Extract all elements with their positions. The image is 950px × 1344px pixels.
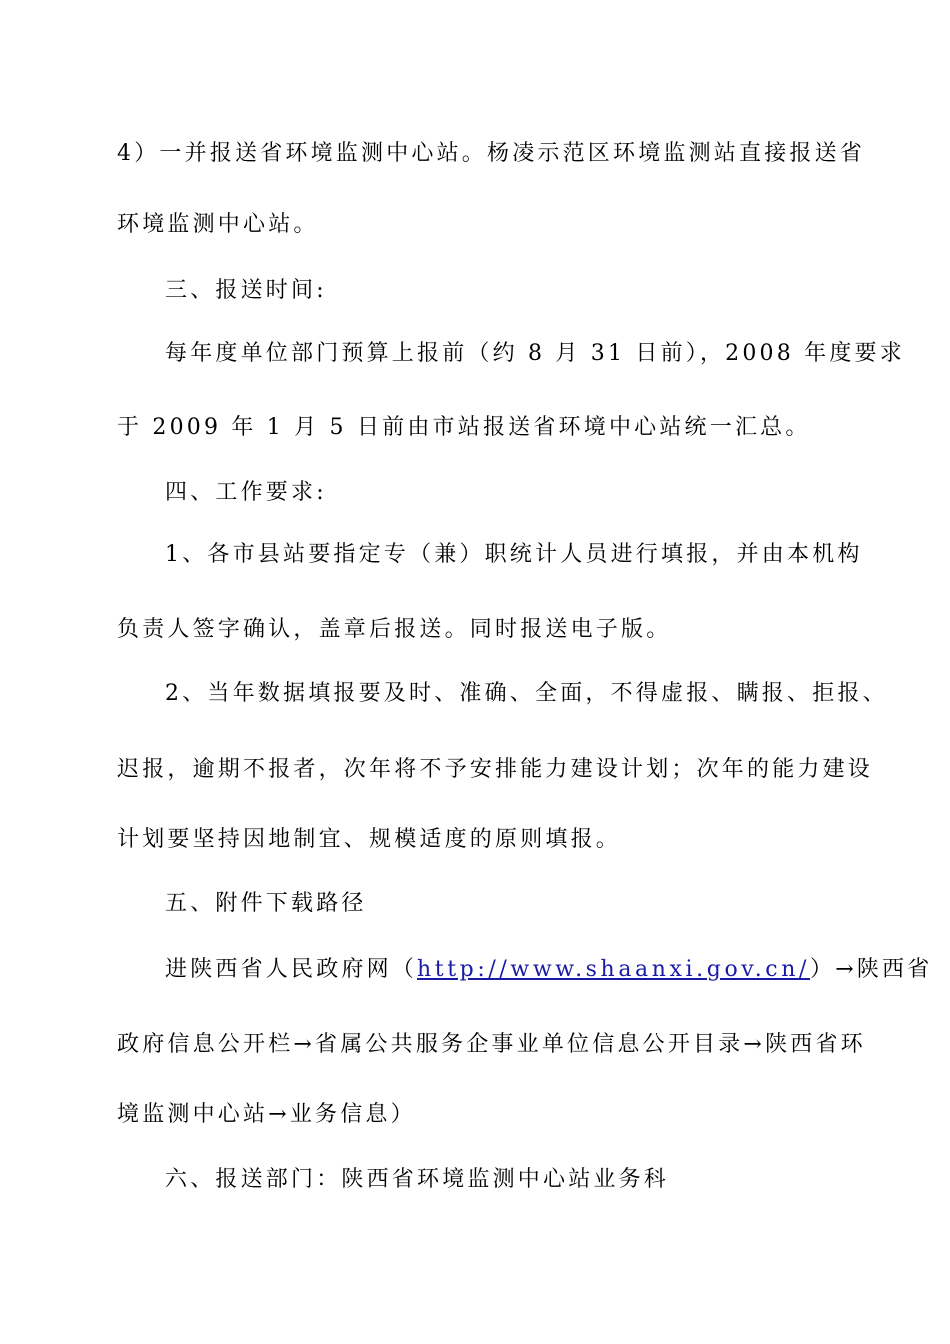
download-path-line-2: 政府信息公开栏→省属公共服务企事业单位信息公开目录→陕西省环 xyxy=(117,1032,866,1057)
download-path-suffix: ）→陕西省 xyxy=(810,957,933,982)
download-path-prefix: 进陕西省人民政府网（ xyxy=(165,957,418,982)
download-path-line-3: 境监测中心站→业务信息） xyxy=(117,1102,416,1127)
paragraph-line-5: 1、各市县站要指定专（兼）职统计人员进行填报，并由本机构 xyxy=(165,542,863,567)
section-heading-requirements: 四、工作要求: xyxy=(165,480,327,505)
paragraph-line-8: 迟报，逾期不报者，次年将不予安排能力建设计划；次年的能力建设 xyxy=(117,757,874,782)
section-heading-download-path: 五、附件下载路径 xyxy=(165,891,367,916)
paragraph-line-3: 每年度单位部门预算上报前（约 8 月 31 日前），2008 年度要求 xyxy=(165,341,905,366)
section-heading-time: 三、报送时间: xyxy=(165,278,327,303)
download-path-line-1 xyxy=(165,955,932,985)
section-heading-department: 六、报送部门：陕西省环境监测中心站业务科 xyxy=(165,1167,670,1192)
paragraph-line-7: 2、当年数据填报要及时、准确、全面，不得虚报、瞒报、拒报、 xyxy=(165,681,888,706)
government-website-link[interactable]: http://www.shaanxi.gov.cn/ xyxy=(417,957,811,982)
paragraph-line-4: 于 2009 年 1 月 5 日前由市站报送省环境中心站统一汇总。 xyxy=(117,415,811,440)
paragraph-line-2: 环境监测中心站。 xyxy=(117,212,319,237)
paragraph-line-6: 负责人签字确认，盖章后报送。同时报送电子版。 xyxy=(117,617,672,642)
paragraph-line-9: 计划要坚持因地制宜、规模适度的原则填报。 xyxy=(117,827,622,852)
paragraph-line-1: 4）一并报送省环境监测中心站。杨凌示范区环境监测站直接报送省 xyxy=(117,141,865,166)
